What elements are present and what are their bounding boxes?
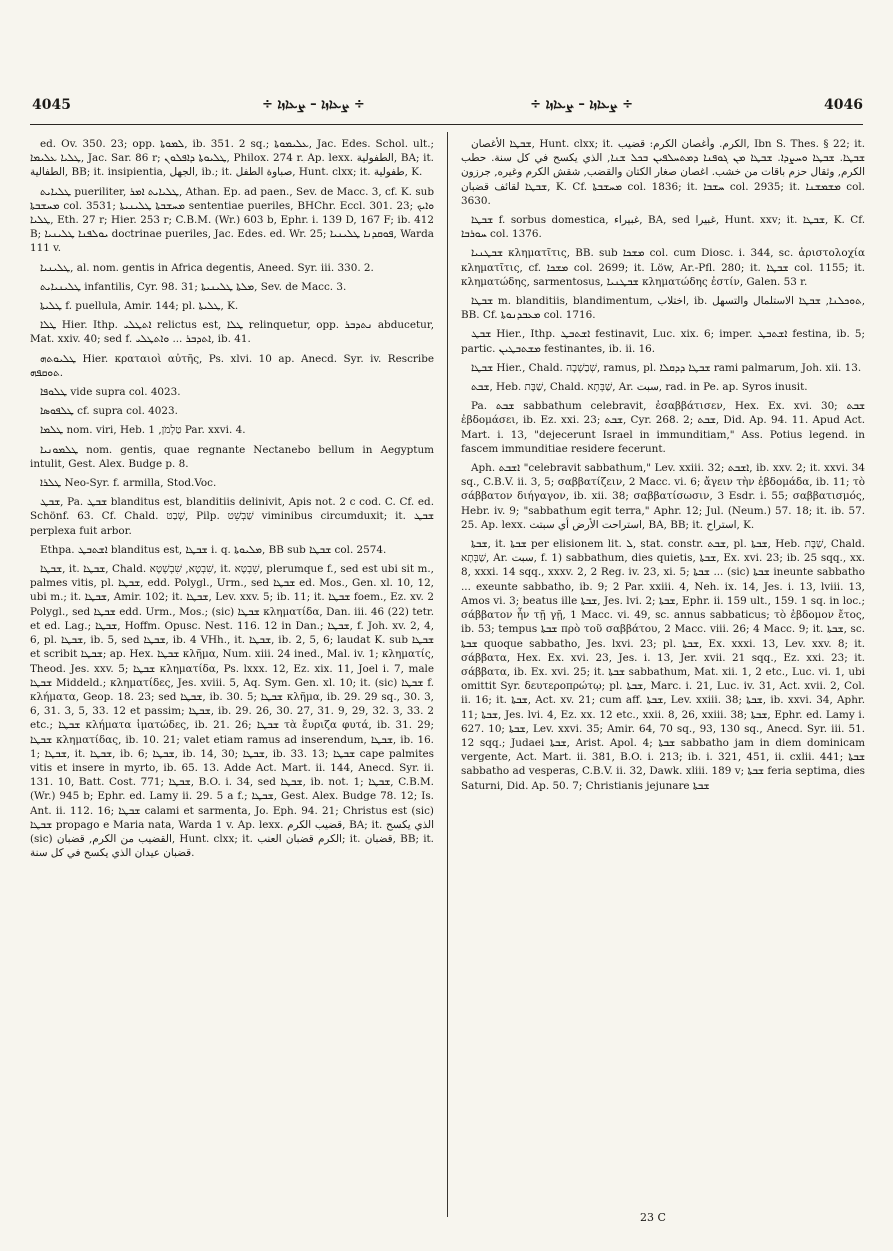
dictionary-entry: ܫܒܬܐ, it. ܫܒܬܐ per elisionem lit. ܠ, stat. constr. ܫܒܬ, pl. ܫܒܬܐ, Heb. שַׁבָּת, Chald. שַׁבְּתָא, Ar. سبت, f. 1) sabbathum, dies quietis, ܫܒܬܐ, Ex. xvi. 23; ib. 25 sqq., xx. 8, xxxi. 14 sqq., xxxv. 2, 2 Reg. iv. 23, xi. 5; ܫܒܬܐ ... (sic) ܫܒܬܐ ineunte sabbatho ... exeunte sabbatho, ib. 9; 2 Par. xxiii. 4, Neh. ix. 14, Jes. i. 13, lviii. 13, Amos vi. 3; beatus ille ܫܒܬܐ, Jes. lvi. 2; ܫܒܬܐ, Ephr. ii. 159 ult., 159. 1 sq. in loc.; σάββατον ἦν τῇ γῇ, 1 Macc. vi. 49, sc. annus sabbaticus; τὸ ἑβδομον ἔτος, ib. 53; tempus ܫܒܬܐ πρὸ τοῦ σαββάτου, 2 Macc. viii. 26; 4 Macc. 9; it. ܫܒܬܐ, sc. ܫܒܬܐ quoque sabbatho, Jes. lxvi. 23; pl. ܫܒܬܐ, Ex. xxxi. 13, Lev. xxv. 8; it. σάββατα, Hex. Ex. xvi. 23, Jes. i. 13, Jer. xvii. 21 sqq., Ez. xxi. 23; it. σάββατα, ib. Ex. xvi. 25; it. ܫܒܬܐ sabbathum, Mat. xii. 1, 2 etc., Luc. vi. 1, ubi omittit Syr. δευτεροπρώτῳ; pl. ܫܒܬܐ, Marc. i. 21, Luc. iv. 31, Act. xvii. 2, Col. ii. 16; it. ܫܒܬܐ, Act. xv. 21; cum aff. ܫܒܬܐ, Lev. xxiii. 38; ܫܒܬܐ, ib. xxvi. 34, Aphr. 11; ܫܒܬܐ, Jes. lvi. 4, Ez. xx. 12 etc., xxii. 8, 26, xxiii. 38; ܫܒܬܐ, Ephr. ed. Lamy i. 627. 10; ܫܒܬܐ, Lev. xxvi. 35; Amir. 64, 70 sq., 93, 130 sq., Anecd. Syr. iii. 51. 12 sqq.; Judaei ܫܒܬܐ, Arist. Apol. 4; ܫܒܬܐ sabbatho jam in diem dominicam vergente, Act. Mart. ii. 381, B.O. i. 213; ib. i. 321, 451, ii. cxlii. 441; ܫܒܬܐ sabbatho ad vesperas, C.B.V. ii. 32, Dawk. xliii. 189 v; ܫܒܬܐ feria septima, dies Saturni, Did. Ap. 50. 7; Christianis jejunare ܫܒܬܐ (461, 538, 865, 792)
dictionary-entry: ܫܒܛܐ Hier., Chald. שְׁבַשְׁבָה, ramus, pl. ܫܒܛܐ ܕܕܩܠܐ rami palmarum, Joh. xii. 13. (471, 361, 862, 374)
header-rule (30, 124, 863, 125)
right-column (461, 137, 865, 1227)
dictionary-entry: ܛܠܝܐܝܬ pueriliter, ܛܠܝܐܝܬ ܐܡܪ, Athan. Ep. ad paen., Sev. de Macc. 3, cf. K. sub ܡܚܫܒܬܐ col. 3531; ܡܚܫܒܬܐ ܛܠܝܢܝܬܐ sententiae pueriles, BHChr. Eccl. 301. 23; ܘܐܝܟ ܛܠܝܐ, Eth. 27 r; Hier. 253 r; C.B.M. (Wr.) 603 b, Ephr. i. 139 D, 167 F; ib. 412 B; ܝܘܠܦܢܐ ܛܠܝܢܝܐ doctrinae pueriles, Jac. Edes. ed. Wr. 25; ܦܘܩܕܢܐ ܛܠܝܢܝܐ, Warda 111 v. (30, 185, 434, 255)
dictionary-entry: ܛܠܡܘܢܝܐ nom. gentis, quae regnante Nectanebo bellum in Aegyptum intulit, Gest. Alex. Budge p. 8. (30, 443, 434, 470)
running-head-left: ÷ ܨܥܐܙܐ – ܨܥܐܙܐ ÷ (262, 97, 365, 112)
signature-mark: 23 C (640, 1211, 666, 1224)
running-head-right: ÷ ܨܥܐܙܐ – ܨܥܐܙܐ ÷ (530, 97, 633, 112)
dictionary-entry: Aph. ܐܫܒܬ "celebravit sabbathum," Lev. xxiii. 32; ܐܫܒܬ, ib. xxv. 2; it. xxvi. 34 sq., C.B.V. ii. 3, 5; σαββατίζειν, 2 Macc. vi. 6; ἄγειν τὴν ἑβδομάδα, ib. 11; τὸ σάββατον διήγαγον, ib. xii. 38; σαββατίσωσιν, 3 Esdr. i. 55; σαββατισμός, Hebr. iv. 9; "sabbathum egit terra," Aphr. 12; Jul. (Neum.) 57. 18; it. ib. 57. 25. Ap. lexx. استراحت الأرض أي سبتت, BA, BB; it. استراح, K. (461, 462, 865, 531)
dictionary-entry: ܫܒܛܐ f. sorbus domestica, غبيراء, BA, sed غبيرا, Hunt. xxv; it. ܫܒܛܐ, K. Cf. ܚܘܪܒܐ col. 1376. (461, 214, 865, 241)
dictionary-entry: Ethpa. ܐܫܬܒܛ blanditus est, ܫܒܛܐ i. q. ܡܠܝܘܬܐ, BB sub ܫܒܛܐ col. 2574. (40, 543, 387, 556)
dictionary-entry: ܛܠܘܦܐ vide supra col. 4023. (40, 386, 181, 399)
dictionary-entry: ܫܒܛ, Pa. ܫܒܛ blanditus est, blanditiis delinivit, Apis not. 2 c cod. C. Cf. ed. Schönf. 63. Cf. Chald. שְׁבַט, Pilp. שַׁבְשֵׁט viminibus circumduxit; it. ܫܒܛ perplexa fuit arbor. (30, 496, 434, 537)
dictionary-entry: ed. Ov. 350. 23; opp. ܠܡܘܬܐ, ib. 351. 2 sq.; ܥܠܝܡܘܬܐ, Jac. Edes. Schol. ult.; ܛܠܝܐ ܥܠܝܡܐ, Jac. Sar. 86 r; ܛܠܝܘܬܐ ܕܐܦܠܘܢ, Philox. 274 r. Ap. lexx. الطفولية, BA; it. الطفالية, BB; it. insipientia, الجهل, ib.; it. صباوة الطفل, Hunt. clxx; it. طفولية, K. (30, 138, 434, 179)
dictionary-entry: ܛܠܡܐ nom. viri, Heb. טַלְמֹן, 1 Par. xxvi. 4. (40, 424, 246, 437)
column-divider (447, 132, 448, 1217)
page-number-right: 4046 (824, 97, 863, 113)
dictionary-entry: ܛܠܝܢܝܐܝܬ infantilis, Cyr. 98. 31; ܡܠܬܐ ܛܠܝܢܝܬܐ, Sev. de Macc. 3. (40, 280, 347, 293)
dictionary-entry: ܛܠܦܘܣܐ cf. supra col. 4023. (40, 405, 178, 418)
dictionary-entry: ܫܒܛܐ, it. ܫܒܛܐ, Chald. שִׁבְטָא, שִׁבְשְׁטָא, it. שִׁבְטָא, plerumque f., sed est ubi sit m., palmes vitis, pl. ܫܒܛܐ, edd. Polygl., Urm., sed ܫܒܛܐ ed. Mos., Gen. xl. 10, 12, ubi m.; it. ܫܒܛܐ, Amir. 102; it. ܫܒܛܐ, Lev. xxv. 5; ib. 11; it. ܫܒܛܐ foem., Ez. xv. 2 Polygl., sed ܫܒܛܐ edd. Urm., Mos.; (sic) ܫܒܛܐ κληματίδα, Dan. iii. 46 (22) tetr. et ed. Lag.; ܫܒܛܐ, Hoffm. Opusc. Nest. 116. 12 in Dan.; ܫܒܛܐ, f. Joh. xv. 2, 4, 6, pl. ܫܒܛܐ, ib. 5, sed ܫܒܛܐ, ib. 4 VHh., it. ܫܒܛܐ, ib. 2, 5, 6; laudat K. sub ܫܒܛܐ et scribit ܫܒܛܐ; ap. Hex. ܫܒܛܐ κλῆμα, Num. xiii. 24 ined., Mal. iv. 1; κληματίς, Theod. Jes. xxv. 5; ܫܒܛܐ κληματίδα, Ps. lxxx. 12, Ez. xix. 11, Joel i. 7, male ܫܒܛܐ Middeld.; κληματίδες, Jes. xviii. 5, Aq. Sym. Gen. xl. 10; it. (sic) ܫܒܛܐ f. κλήματα, Geop. 18. 23; sed ܫܒܛܐ, ib. 30. 5; ܫܒܛܐ κλῆμα, ib. 29. 29 sq., 30. 3, 6, 31. 3, 5, 33. 12 et passim; ܫܒܛܐ, ib. 29. 26, 30. 27, 31. 9, 29, 32. 3, 33. 2 etc.; ܫܒܛܐ κλήματα ἱματώδες, ib. 21. 26; ܫܒܛܐ τὰ ἔυριζα φυτά, ib. 31. 29; ܫܒܛܐ κληματίδας, ib. 10. 21; valet etiam ramus ad inserendum, ܫܒܛܐ, ib. 16. 1; ܫܒܛܐ, it. ܫܒܛܐ, ib. 6; ܫܒܛܐ, ib. 14, 30; ܫܒܛܐ, ib. 33. 13; ܫܒܛܐ cape palmites vitis et insere in myrto, ib. 65. 13. Adde Act. Mart. ii. 144, Anecd. Syr. ii. 131. 10, Batt. Cost. 771; ܫܒܛܐ, B.O. i. 34, sed ܫܒܛܐ, ib. not. 1; ܫܒܛܐ, C.B.M. (Wr.) 945 b; Ephr. ed. Lamy ii. 29. 5 a f.; ܫܒܛܐ, Gest. Alex. Budge 78. 12; Is. Ant. ii. 112. 16; ܫܒܛܐ calami et sarmenta, Jo. Eph. 94. 21; Christus est (sic) ܫܒܛܐ propago e Maria nata, Warda 1 v. Ap. lexx. قضيب الكرم, BA; it. الذي يكسح (sic) القضيب من الكرم, قضبان, Hunt. clxx; it. الكرم قضبان العنب; it. قضبان, BB; it. قضبان عيدان الذي يكسح في كل سنة. (30, 563, 434, 860)
dictionary-entry: ܛܠܪܐ Neo-Syr. f. armilla, Stod.Voc. (40, 477, 217, 490)
dictionary-entry: ܫܒܛܢܝܐ κληματῖτις, BB. sub ܡܫܟܐ col. cum Diosc. i. 344, sc. ἀριστολοχία κληματῖτις, cf. ܡܫܟܐ col. 2699; it. Löw, Ar.-Pfl. 280; it. ܫܒܛܐ col. 1155; it. κληματώδης, sarmentosus, ܫܒܛܢܝܐ κληματώδης ἐστίν, Galen. 53 r. (461, 247, 865, 288)
dictionary-entry: ܫܒܬ, Heb. שַׁבָּת, Chald. שַׁבְּתָא, Ar. سبت, rad. in Pe. ap. Syros inusit. (471, 381, 808, 394)
dictionary-entry: ܛܠܝܬܐ f. puellula, Amir. 144; pl. ܛܠܝܬܐ, K. (40, 300, 239, 313)
dictionary-entry: ܛܠܝܘܬܗ Hier. κραταιοὶ αὐτῆς, Ps. xlvi. 10 ap. Anecd. Syr. iv. Rescribe ܬܘܩܦܗ. (30, 352, 434, 379)
left-column (30, 137, 434, 1227)
page-header (32, 97, 863, 119)
page-number-left: 4045 (32, 97, 71, 113)
dictionary-entry: ܛܠܝܢܝܐ, al. nom. gentis in Africa degentis, Aneed. Syr. iii. 330. 2. (40, 261, 374, 274)
dictionary-entry: ܛܠܐ Hier. Ithp. ܐܬܛܠܝ relictus est, ܛܠܐ relinquetur, opp. ܢܬܕܒܪ abducetur, Mat. xxiv. 40; sed f. ܐܬܕܒܪ ... ܘܐܬܛܠܝ, ib. 41. (30, 319, 434, 346)
dictionary-entry: Pa. ܫܒܬ sabbathum celebravit, ἐσαββάτισεν, Hex. Ex. xvi. 30; ܫܒܬ ἐβδομάσει, ib. Ez. xxi. 23; ܫܒܬ, Cyr. 268. 2; ܫܒܬ, Did. Ap. 94. 11. Apud Act. Mart. i. 13, "dejecerunt Israel in immunditiam," Ass. Potius legend. in fascem immunditiae residere fecerunt. (461, 400, 865, 455)
dictionary-entry: ܫܒܛܐ الأغصان, Hunt. clxx; it. الكرم. وأغصان الكرم: قضيب, Ibn S. Thes. § 22; it. ܫܒܛܐ. ܫܒܛܐ ܘܚܨܕܐ. ܫܒܛܐ ܡܢ ܓܘܦܢܐ ܕܡܬܚܠܦܝܢ ܒܟܠ ܫܢܐ, الذي يكسح في كل سنة. حطب الكرم, وثقال حزم باقات من خشب. اغصان صغار الكتان والقضب, شقش الكرم وغيره, جرزون ܫܒܛܐ لقائف قضبان, K. Cf. ܡܚܫܒܬܐ col. 1836; it. ܚܫܒܐ col. 2935; it. ܡܫܡܫܢܐ col. 3630. (461, 138, 865, 207)
dictionary-entry: ܫܒܛ Hier., Ithp. ܐܫܬܒܛ festinavit, Luc. xix. 6; imper. ܐܫܬܒܛ festina, ib. 5; partic. ܡܫܬܒܛܝܢ festinantes, ib. ii. 16. (461, 328, 865, 355)
dictionary-entry: ܫܒܛܐ m. blanditiis, blandimentum, اختلاب, ib. ܬܘܟܠܢܐ, ܫܒܛܐ الاستلمال والتسهل, BB. Cf. ܡܥܒܕܢܘܬܐ col. 1716. (461, 295, 865, 322)
